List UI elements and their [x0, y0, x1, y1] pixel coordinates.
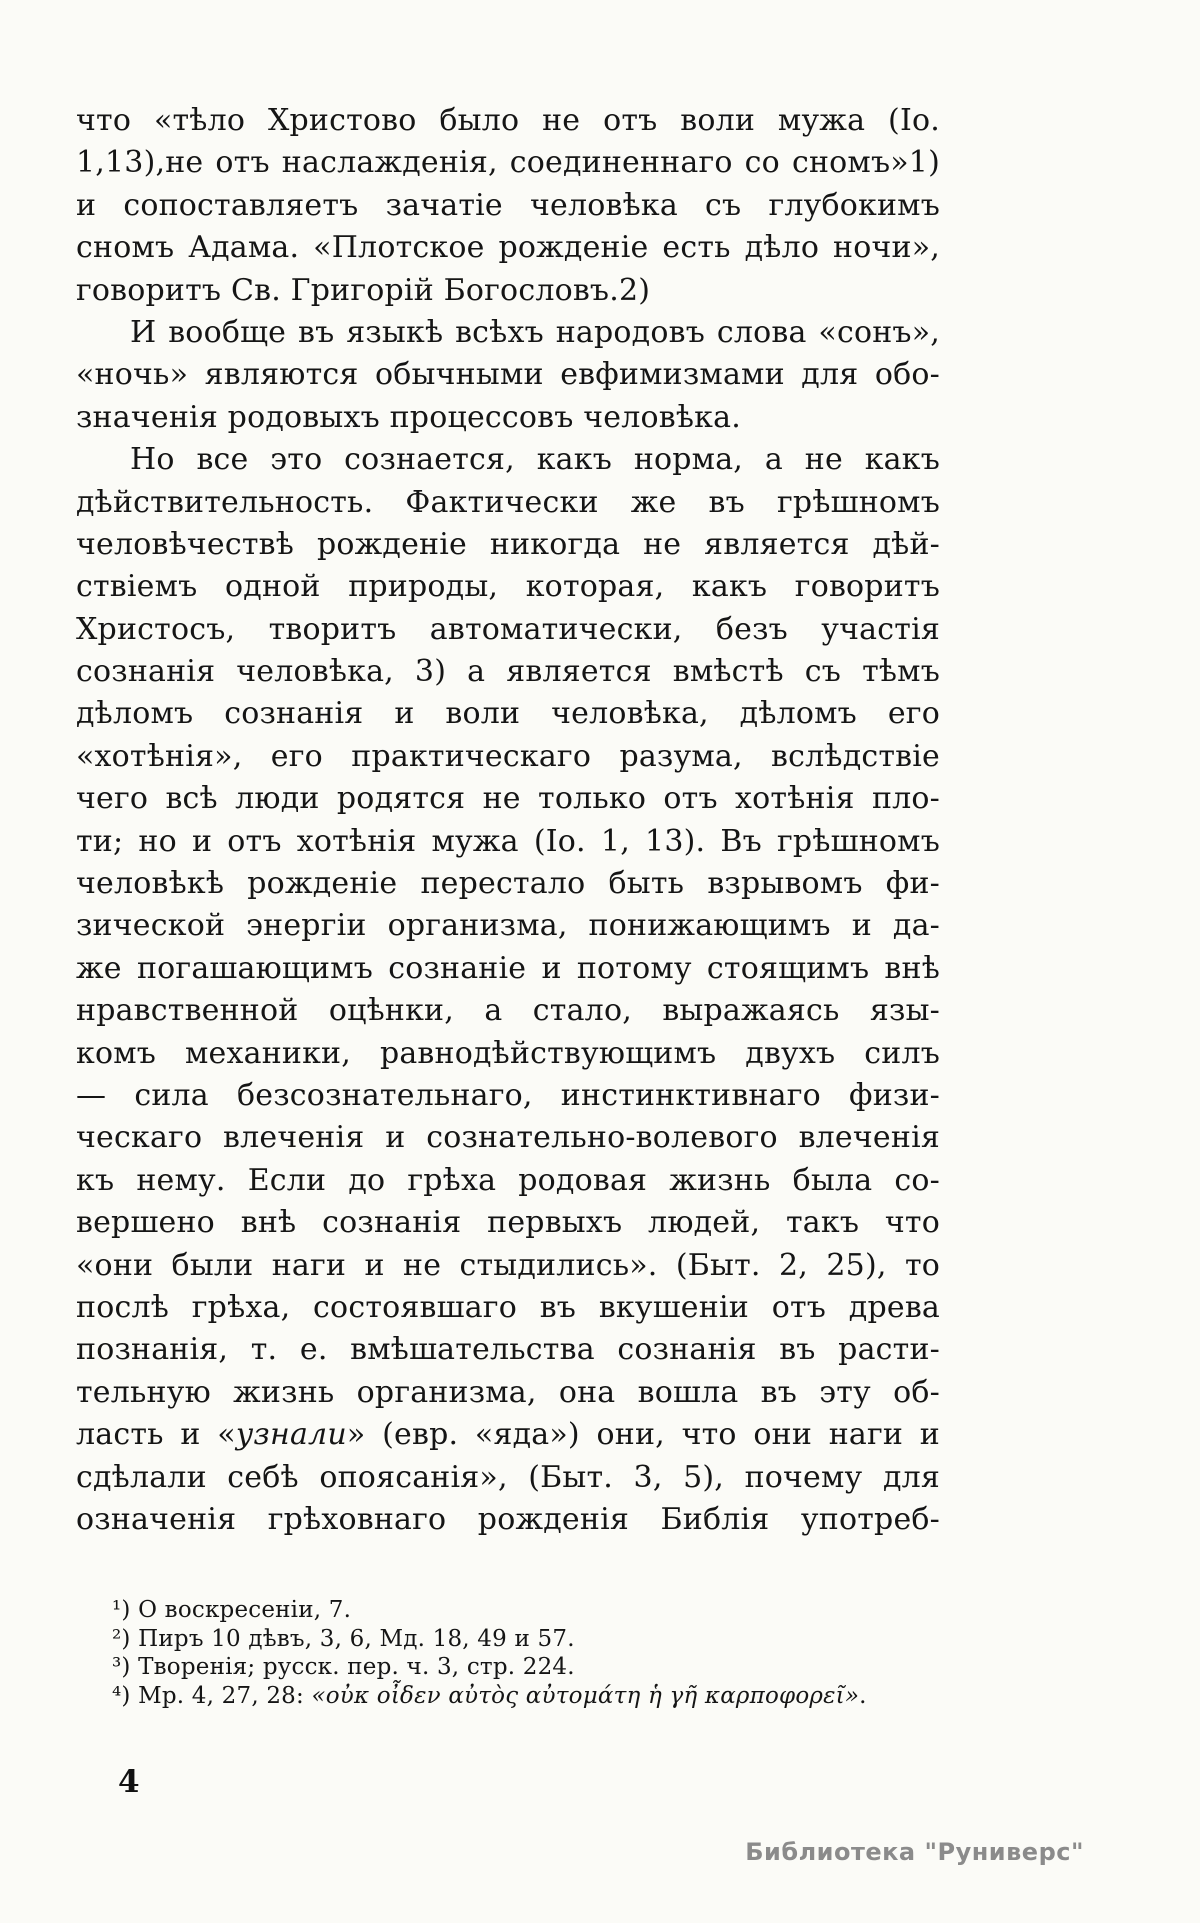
- text-line: сномъ Адама. «Плотское рожденіе есть дѣло ночи»,: [76, 230, 940, 266]
- text-line: что «тѣло Христово было не отъ воли мужа (Іо.: [76, 103, 940, 138]
- footnote-line: ²) Пиръ 10 дѣвъ, 3, 6, Мд. 18, 49 и 57.: [112, 1625, 575, 1652]
- text-line: послѣ грѣха, состоявшаго въ вкушеніи отъ древа: [76, 1289, 940, 1325]
- text-line: И вообще въ языкѣ всѣхъ народовъ слова «сонъ»,: [130, 314, 940, 350]
- text-line: сознанія человѣка, 3) а является вмѣстѣ съ тѣмъ: [76, 654, 940, 690]
- text-line: ческаго влеченія и сознательно-волевого влеченія: [76, 1120, 940, 1156]
- text-line: человѣкѣ рожденіе перестало быть взрывомъ фи-: [76, 866, 940, 902]
- footnotes: [112, 1596, 942, 1710]
- text-line: означенія грѣховнаго рожденія Библія употреб-: [76, 1501, 940, 1537]
- text-line: — сила безсознательнаго, инстинктивнаго физи-: [76, 1077, 940, 1113]
- text-line: же погашающимъ сознаніе и потому стоящимъ внѣ: [76, 950, 940, 986]
- text-line: познанія, т. е. вмѣшательства сознанія въ расти-: [76, 1332, 940, 1368]
- text-line: «хотѣнія», его практическаго разума, вслѣдствіе: [76, 738, 940, 774]
- watermark-library-label: Библиотека "Руниверс": [745, 1838, 1084, 1866]
- body-text: [76, 100, 940, 1541]
- text-line: Христосъ, творитъ автоматически, безъ участія: [76, 611, 940, 647]
- text-line: дѣйствительность. Фактически же въ грѣшномъ: [76, 484, 940, 520]
- text-line: и сопоставляетъ зачатіе человѣка съ глубокимъ: [76, 187, 940, 223]
- text-line: 1,13),не отъ наслажденія, соединеннаго со сномъ»1): [76, 145, 940, 181]
- text-line: комъ механики, равнодѣйствующимъ двухъ силъ: [76, 1035, 940, 1071]
- text-line: говоритъ Св. Григорій Богословъ.2): [76, 272, 651, 308]
- text-line: чего всѣ люди родятся не только отъ хотѣнія пло-: [76, 781, 940, 817]
- text-line: вершено внѣ сознанія первыхъ людей, такъ что: [76, 1205, 940, 1241]
- footnote-line: ¹) О воскресеніи, 7.: [112, 1597, 352, 1623]
- text-line: зической энергіи организма, понижающимъ и да-: [76, 908, 940, 944]
- text-line: дѣломъ сознанія и воли человѣка, дѣломъ его: [76, 696, 940, 732]
- footnote-line: ⁴) Мр. 4, 27, 28: «οὐκ οἶδεν αὐτὸς αὐτομάτη ἡ γῆ καρποφορεῖ».: [112, 1682, 867, 1709]
- text-line: тельную жизнь организма, она вошла въ эту об-: [76, 1374, 940, 1410]
- text-line: «ночь» являются обычными евфимизмами для обо-: [76, 357, 940, 393]
- text-line: человѣчествѣ рожденіе никогда не является дѣй-: [76, 526, 940, 562]
- text-line: значенія родовыхъ процессовъ человѣка.: [76, 399, 741, 435]
- text-line: ласть и «узнали» (евр. «яда») они, что они наги и: [76, 1417, 940, 1453]
- text-line: нравственной оцѣнки, а стало, выражаясь язы-: [76, 993, 940, 1029]
- text-line: къ нему. Если до грѣха родовая жизнь была со-: [76, 1162, 940, 1198]
- text-line: сдѣлали себѣ опоясанія», (Быт. 3, 5), почему для: [76, 1459, 940, 1495]
- text-line: Но все это сознается, какъ норма, а не какъ: [130, 442, 940, 478]
- footnote-line: ³) Творенія; русск. пер. ч. 3, стр. 224.: [112, 1654, 575, 1680]
- page-number: 4: [118, 1764, 140, 1800]
- text-line: «они были наги и не стыдились». (Быт. 2, 25), то: [76, 1247, 940, 1283]
- text-line: ствіемъ одной природы, которая, какъ говоритъ: [76, 569, 940, 605]
- text-line: ти; но и отъ хотѣнія мужа (Іо. 1, 13). Въ грѣшномъ: [76, 823, 940, 859]
